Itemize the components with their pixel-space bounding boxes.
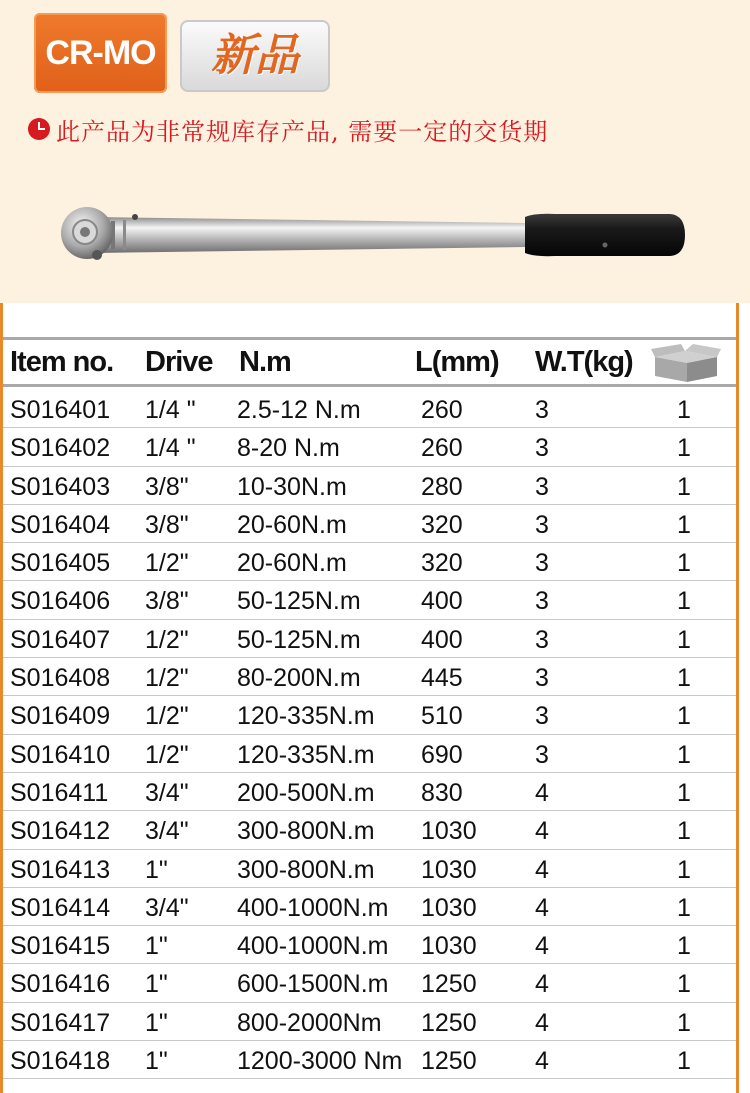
table-body	[3, 390, 736, 1079]
column-header-drive: Drive	[145, 346, 213, 378]
cell-pack-qty: 1	[677, 1047, 691, 1076]
table-row	[3, 658, 736, 696]
cell-length: 1030	[421, 855, 477, 884]
cell-drive: 3/8"	[145, 472, 189, 501]
cell-torque: 20-60N.m	[237, 510, 347, 539]
cell-item-no: S016418	[10, 1047, 111, 1076]
cell-drive: 1/2"	[145, 664, 189, 693]
cell-weight: 4	[535, 893, 549, 922]
cell-item-no: S016408	[10, 664, 111, 693]
cell-pack-qty: 1	[677, 778, 691, 807]
cell-weight: 3	[535, 549, 549, 578]
cell-item-no: S016404	[10, 510, 111, 539]
table-row	[3, 926, 736, 964]
cell-torque: 8-20 N.m	[237, 434, 340, 463]
cell-torque: 20-60N.m	[237, 549, 347, 578]
cell-item-no: S016405	[10, 549, 111, 578]
cell-drive: 3/8"	[145, 510, 189, 539]
cell-item-no: S016407	[10, 625, 111, 654]
cell-drive: 3/4"	[145, 817, 189, 846]
cell-weight: 3	[535, 396, 549, 424]
cell-length: 400	[421, 625, 463, 654]
cell-torque: 120-335N.m	[237, 740, 375, 769]
cell-torque: 120-335N.m	[237, 702, 375, 731]
cell-pack-qty: 1	[677, 893, 691, 922]
cell-drive: 1"	[145, 970, 168, 999]
cell-pack-qty: 1	[677, 1008, 691, 1037]
cell-drive: 1"	[145, 932, 168, 961]
table-row	[3, 850, 736, 888]
cell-item-no: S016412	[10, 817, 111, 846]
cell-item-no: S016411	[10, 778, 109, 807]
cell-pack-qty: 1	[677, 664, 691, 693]
table-row	[3, 505, 736, 543]
cell-length: 1030	[421, 932, 477, 961]
cell-length: 445	[421, 664, 463, 693]
cell-length: 510	[421, 702, 463, 731]
cell-item-no: S016403	[10, 472, 111, 501]
cell-length: 1030	[421, 893, 477, 922]
cell-length: 260	[421, 396, 463, 424]
torque-wrench-image	[55, 195, 695, 275]
cell-pack-qty: 1	[677, 970, 691, 999]
table-row	[3, 581, 736, 619]
cell-weight: 4	[535, 778, 549, 807]
cell-length: 280	[421, 472, 463, 501]
table-row	[3, 467, 736, 505]
cell-weight: 3	[535, 740, 549, 769]
cell-length: 830	[421, 778, 463, 807]
cell-drive: 1/2"	[145, 702, 189, 731]
cell-pack-qty: 1	[677, 434, 691, 463]
cell-drive: 1"	[145, 1008, 168, 1037]
carton-box-icon	[651, 343, 721, 383]
table-header-row	[3, 337, 736, 387]
stock-notice-text: 此产品为非常规库存产品, 需要一定的交货期	[56, 117, 549, 146]
cell-pack-qty: 1	[677, 510, 691, 539]
cell-weight: 4	[535, 817, 549, 846]
cell-item-no: S016410	[10, 740, 111, 769]
cell-weight: 3	[535, 587, 549, 616]
cell-length: 320	[421, 549, 463, 578]
cell-weight: 4	[535, 855, 549, 884]
cell-weight: 3	[535, 664, 549, 693]
cell-drive: 1"	[145, 855, 168, 884]
cell-item-no: S016415	[10, 932, 111, 961]
cell-length: 690	[421, 740, 463, 769]
product-table	[0, 303, 739, 1093]
cell-weight: 3	[535, 472, 549, 501]
cell-drive: 1/2"	[145, 625, 189, 654]
cell-item-no: S016406	[10, 587, 111, 616]
cell-length: 400	[421, 587, 463, 616]
stock-notice	[28, 112, 548, 146]
table-row	[3, 1003, 736, 1041]
cell-drive: 3/4"	[145, 778, 189, 807]
table-row	[3, 773, 736, 811]
cell-torque: 1200-3000 Nm	[237, 1047, 403, 1076]
cell-torque: 200-500N.m	[237, 778, 375, 807]
cell-item-no: S016401	[10, 396, 111, 424]
cell-pack-qty: 1	[677, 702, 691, 731]
cell-pack-qty: 1	[677, 932, 691, 961]
product-header	[0, 0, 750, 303]
cell-pack-qty: 1	[677, 740, 691, 769]
table-row	[3, 696, 736, 734]
cell-length: 260	[421, 434, 463, 463]
new-product-badge: 新品	[180, 20, 330, 92]
cell-drive: 3/8"	[145, 587, 189, 616]
cell-drive: 1/4 "	[145, 434, 196, 463]
cell-item-no: S016416	[10, 970, 111, 999]
cell-pack-qty: 1	[677, 625, 691, 654]
cell-torque: 50-125N.m	[237, 625, 361, 654]
cell-drive: 1/4 "	[145, 396, 196, 424]
table-row	[3, 390, 736, 428]
cell-torque: 800-2000Nm	[237, 1008, 382, 1037]
cell-torque: 2.5-12 N.m	[237, 396, 361, 424]
cell-item-no: S016414	[10, 893, 111, 922]
cell-weight: 4	[535, 932, 549, 961]
table-row	[3, 428, 736, 466]
column-header-weight: W.T(kg)	[535, 346, 633, 378]
cell-torque: 400-1000N.m	[237, 893, 389, 922]
column-header-torque: N.m	[239, 346, 291, 378]
cell-torque: 10-30N.m	[237, 472, 347, 501]
cell-length: 1250	[421, 1008, 477, 1037]
cell-pack-qty: 1	[677, 549, 691, 578]
table-row	[3, 888, 736, 926]
cell-length: 1250	[421, 970, 477, 999]
cell-drive: 1/2"	[145, 549, 189, 578]
cell-weight: 4	[535, 970, 549, 999]
cell-pack-qty: 1	[677, 855, 691, 884]
column-header-length: L(mm)	[415, 346, 499, 378]
cell-drive: 1"	[145, 1047, 168, 1076]
cell-length: 1030	[421, 817, 477, 846]
cell-torque: 300-800N.m	[237, 817, 375, 846]
cell-pack-qty: 1	[677, 472, 691, 501]
table-row	[3, 620, 736, 658]
table-row	[3, 964, 736, 1002]
cell-torque: 300-800N.m	[237, 855, 375, 884]
cell-torque: 400-1000N.m	[237, 932, 389, 961]
cell-torque: 80-200N.m	[237, 664, 361, 693]
cell-torque: 600-1500N.m	[237, 970, 389, 999]
cell-weight: 4	[535, 1047, 549, 1076]
column-header-item-no: Item no.	[10, 346, 114, 378]
cell-length: 1250	[421, 1047, 477, 1076]
table-row	[3, 811, 736, 849]
cell-weight: 3	[535, 434, 549, 463]
cell-pack-qty: 1	[677, 396, 691, 424]
cell-pack-qty: 1	[677, 587, 691, 616]
cell-item-no: S016409	[10, 702, 111, 731]
cell-length: 320	[421, 510, 463, 539]
table-row	[3, 543, 736, 581]
table-row	[3, 1041, 736, 1079]
cell-item-no: S016402	[10, 434, 111, 463]
cell-drive: 3/4"	[145, 893, 189, 922]
cell-weight: 3	[535, 510, 549, 539]
clock-icon	[28, 118, 50, 140]
table-row	[3, 735, 736, 773]
cell-weight: 3	[535, 625, 549, 654]
cell-item-no: S016417	[10, 1008, 111, 1037]
cell-pack-qty: 1	[677, 817, 691, 846]
material-badge: CR-MO	[34, 13, 167, 93]
cell-weight: 4	[535, 1008, 549, 1037]
cell-torque: 50-125N.m	[237, 587, 361, 616]
cell-weight: 3	[535, 702, 549, 731]
cell-item-no: S016413	[10, 855, 111, 884]
cell-drive: 1/2"	[145, 740, 189, 769]
